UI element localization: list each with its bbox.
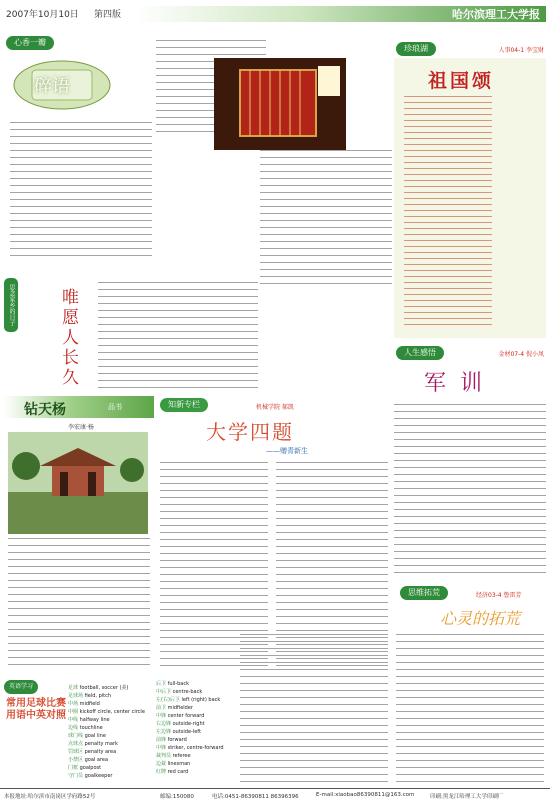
glossary-en: kickoff circle, center circle — [78, 709, 145, 715]
glossary-entries-2 — [156, 680, 240, 776]
article-subtitle-daxuesiti: ——赠青新生 — [266, 447, 308, 455]
glossary-en: referee — [171, 753, 191, 759]
section-tag-rensheng: 人生感悟 — [396, 346, 444, 360]
author-daxuesiti: 机械学院 郝凯 — [256, 404, 294, 411]
glossary-cn: 右边锋 — [156, 721, 172, 727]
article-xinling-full — [240, 584, 546, 786]
glossary-en: football, soccer (美) — [78, 685, 129, 691]
glossary-en: goal area — [83, 757, 109, 763]
glossary-cn: 后卫 — [156, 681, 167, 687]
glossary-cn: 足球场 — [68, 693, 84, 699]
glossary-cn: 边线 — [68, 725, 79, 731]
article-body — [10, 122, 152, 260]
quote-weiyuan — [56, 288, 94, 392]
glossary-entry — [156, 720, 240, 728]
glossary-en: goalpost — [78, 765, 102, 771]
article-body-xinling-right — [396, 634, 544, 782]
masthead-left-bar — [6, 4, 132, 22]
glossary-cn: 裁判员 — [156, 753, 172, 759]
column-tag-pinshu: 品书 — [108, 403, 122, 411]
lantern-illustration-icon — [214, 58, 346, 150]
page-number: 第四版 — [94, 10, 122, 20]
glossary-en: center forward — [166, 713, 205, 719]
glossary-cn: 门框 — [68, 765, 79, 771]
glossary-cn: 红牌 — [156, 769, 167, 775]
glossary-entry — [156, 752, 240, 760]
glossary-entry — [156, 728, 240, 736]
article-center-body — [260, 150, 392, 284]
glossary-entry — [156, 712, 240, 720]
glossary-cn: 球门线 — [68, 733, 84, 739]
pavilion-photo-icon — [8, 432, 148, 534]
article-title-daxuesiti: 大学四题 — [206, 420, 294, 444]
glossary-en: penalty mark — [83, 741, 118, 747]
glossary-en: midfield — [78, 701, 100, 707]
author-zuguosong: 人事04-1 李宝财 — [498, 47, 544, 54]
glossary-cn: 中线 — [68, 717, 79, 723]
glossary-cn: 中场 — [68, 701, 79, 707]
glossary-en: striker, centre-forward — [166, 745, 224, 751]
glossary-cn: 中圈 — [68, 709, 79, 715]
glossary-en: outside-left — [171, 729, 201, 735]
article-title-junxun: 军训 — [424, 371, 497, 396]
footer — [0, 788, 550, 802]
poem-lines — [404, 96, 492, 328]
glossary-en: penalty area — [83, 749, 117, 755]
footer-address: 本报地址:哈尔滨市南岗区学府路52号 — [4, 794, 96, 800]
glossary-entry — [156, 736, 240, 744]
glossary-cn: 中锋 — [156, 745, 167, 751]
glossary-entry — [156, 760, 240, 768]
article-title-xinling: 心灵的拓荒 — [440, 609, 521, 628]
glossary-cn: 罚球区 — [68, 749, 84, 755]
article-weiyuan-body — [98, 282, 258, 394]
glossary-entry — [156, 696, 240, 704]
glossary-cn: 前锋 — [156, 737, 167, 743]
section-tag-xinxiang: 心香一瓣 — [6, 36, 54, 50]
footer-email: E-mail:xiaobao86390811@163.com — [316, 792, 415, 798]
article-body-junxun — [394, 404, 546, 574]
article-body-xinling-left — [240, 634, 388, 782]
author-xinling: 经济03-4 鲁雷芳 — [476, 592, 522, 599]
glossary-cn: 左边锋 — [156, 729, 172, 735]
glossary-cn: 守门员 — [68, 773, 84, 779]
glossary-cn: 左(右)后卫 — [156, 697, 180, 703]
footer-printer: 印刷:黑龙江哈理工大学印刷厂 — [430, 794, 504, 800]
author-zuantianyang: 李宏康·杨 — [68, 424, 94, 431]
section-tag-english: 英语学习 — [4, 680, 38, 694]
section-tag-siwei: 思维拓荒 — [400, 586, 448, 600]
publication-title: 哈尔滨理工大学报 — [452, 8, 540, 21]
glossary-en: midfielder — [166, 705, 193, 711]
glossary-cn: 中锋 — [156, 713, 167, 719]
glossary-entry — [156, 768, 240, 776]
glossary-entry — [156, 688, 240, 696]
article-title-zuantianyang: 钻天杨 — [24, 402, 66, 418]
article-zuguosong — [394, 40, 546, 340]
glossary-en: goal line — [83, 733, 106, 739]
glossary-cn: 小禁区 — [68, 757, 84, 763]
glossary-en: centre-back — [171, 689, 203, 695]
author-junxun: 金材07-4 倪小凤 — [498, 351, 544, 358]
football-side-title: 常用足球比赛用语中英对照 — [6, 698, 66, 721]
article-zuantianyang — [4, 396, 154, 676]
footer-phone: 电话:0451-86390811 86396396 — [212, 794, 299, 800]
glossary-cn: 足球 — [68, 685, 79, 691]
article-title-zuguosong: 祖国颂 — [428, 70, 495, 92]
glossary-en: left (right) back — [179, 697, 221, 703]
glossary-en: forward — [166, 737, 187, 743]
glossary-en: outside-right — [171, 721, 205, 727]
article-suiyu — [4, 30, 154, 276]
glossary-cn: 点球点 — [68, 741, 84, 747]
glossary-entry — [156, 704, 240, 712]
glossary-en: touchline — [78, 725, 103, 731]
glossary-en: linesman — [166, 761, 191, 767]
article-football-2 — [156, 680, 240, 784]
glossary-cn: 中后卫 — [156, 689, 172, 695]
footer-postcode: 邮编:150080 — [160, 794, 194, 800]
glossary-cn: 前卫 — [156, 705, 167, 711]
sidebar-vertical — [4, 276, 38, 390]
glossary-entry — [156, 744, 240, 752]
glossary-en: red card — [166, 769, 189, 775]
article-junxun — [394, 344, 546, 580]
article-body-zuantianyang — [8, 538, 150, 670]
glossary-en: goalkeeper — [83, 773, 113, 779]
glossary-en: full-back — [166, 681, 189, 687]
glossary-en: field, pitch — [83, 693, 112, 699]
section-tag-sixiang: 思念家乡的日子 — [4, 278, 18, 332]
glossary-en: halfway line — [78, 717, 110, 723]
quote-big-text: 唯愿人长久 — [58, 288, 78, 388]
article-title-suiyu: 碎语 — [34, 76, 70, 97]
glossary-entry — [156, 680, 240, 688]
section-tag-zhenlang: 珍琅湖 — [396, 42, 436, 56]
masthead — [0, 0, 550, 28]
issue-date: 2007年10月10日 — [6, 10, 79, 20]
glossary-cn: 边裁 — [156, 761, 167, 767]
section-tag-zhixin: 知新专栏 — [160, 398, 208, 412]
